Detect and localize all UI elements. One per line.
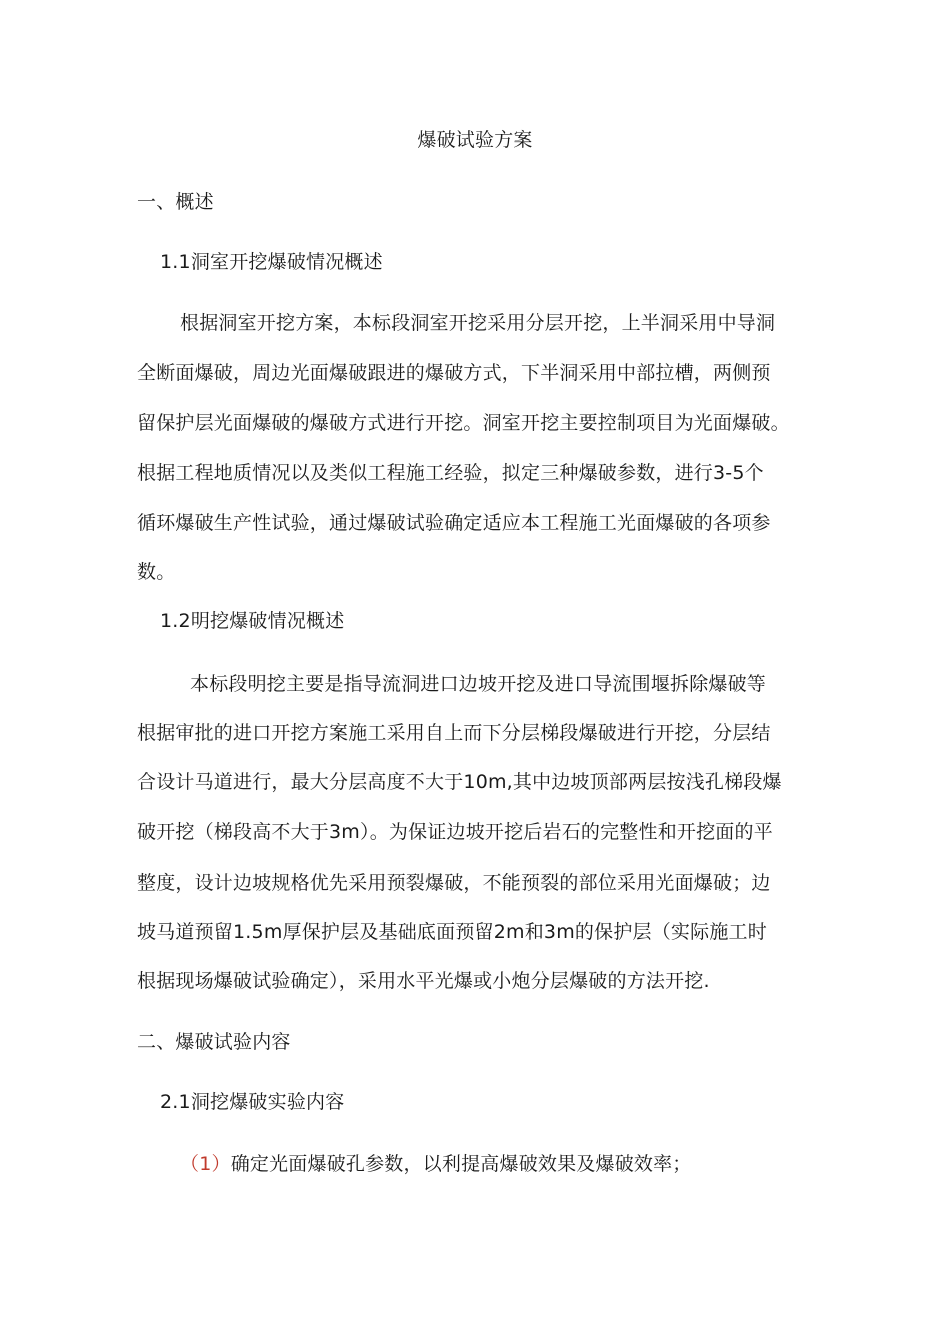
paragraph-line: 循环爆破生产性试验，通过爆破试验确定适应本工程施工光面爆破的各项参 — [137, 512, 771, 534]
paragraph-line: 整度，设计边坡规格优先采用预裂爆破，不能预裂的部位采用光面爆破；边 — [137, 872, 771, 894]
paragraph-line: 留保护层光面爆破的爆破方式进行开挖。洞室开挖主要控制项目为光面爆破。 — [137, 412, 790, 434]
paragraph-line: 根据审批的进口开挖方案施工采用自上而下分层梯段爆破进行开挖，分层结 — [137, 722, 771, 744]
paragraph-line: 破开挖（梯段高不大于3m）。为保证边坡开挖后岩石的完整性和开挖面的平 — [137, 821, 773, 843]
list-item-text: 确定光面爆破孔参数，以利提高爆破效果及爆破效率； — [230, 1153, 692, 1175]
paragraph-line: 合设计马道进行，最大分层高度不大于10m,其中边坡顶部两层按浅孔梯段爆 — [137, 771, 782, 793]
subsection-1-2-heading: 1.2明挖爆破情况概述 — [160, 610, 345, 632]
paragraph-line: 坡马道预留1.5m厚保护层及基础底面预留2m和3m的保护层（实际施工时 — [137, 921, 767, 943]
paragraph-line: 根据现场爆破试验确定），采用水平光爆或小炮分层爆破的方法开挖. — [137, 970, 710, 992]
list-item — [180, 1152, 692, 1176]
paragraph-line: 本标段明挖主要是指导流洞进口边坡开挖及进口导流围堰拆除爆破等 — [190, 673, 767, 695]
section-2-heading: 二、爆破试验内容 — [137, 1031, 291, 1053]
list-item-marker: （1） — [180, 1153, 231, 1175]
paragraph-line: 数。 — [137, 561, 176, 583]
paragraph-line: 根据工程地质情况以及类似工程施工经验，拟定三种爆破参数，进行3-5个 — [137, 462, 764, 484]
paragraph-line: 全断面爆破，周边光面爆破跟进的爆破方式，下半洞采用中部拉槽，两侧预 — [137, 362, 771, 384]
subsection-2-1-heading: 2.1洞挖爆破实验内容 — [160, 1091, 345, 1113]
section-1-heading: 一、概述 — [137, 191, 214, 213]
document-title: 爆破试验方案 — [417, 129, 533, 151]
paragraph-line: 根据洞室开挖方案，本标段洞室开挖采用分层开挖，上半洞采用中导洞 — [180, 312, 776, 334]
subsection-1-1-heading: 1.1洞室开挖爆破情况概述 — [160, 251, 383, 273]
